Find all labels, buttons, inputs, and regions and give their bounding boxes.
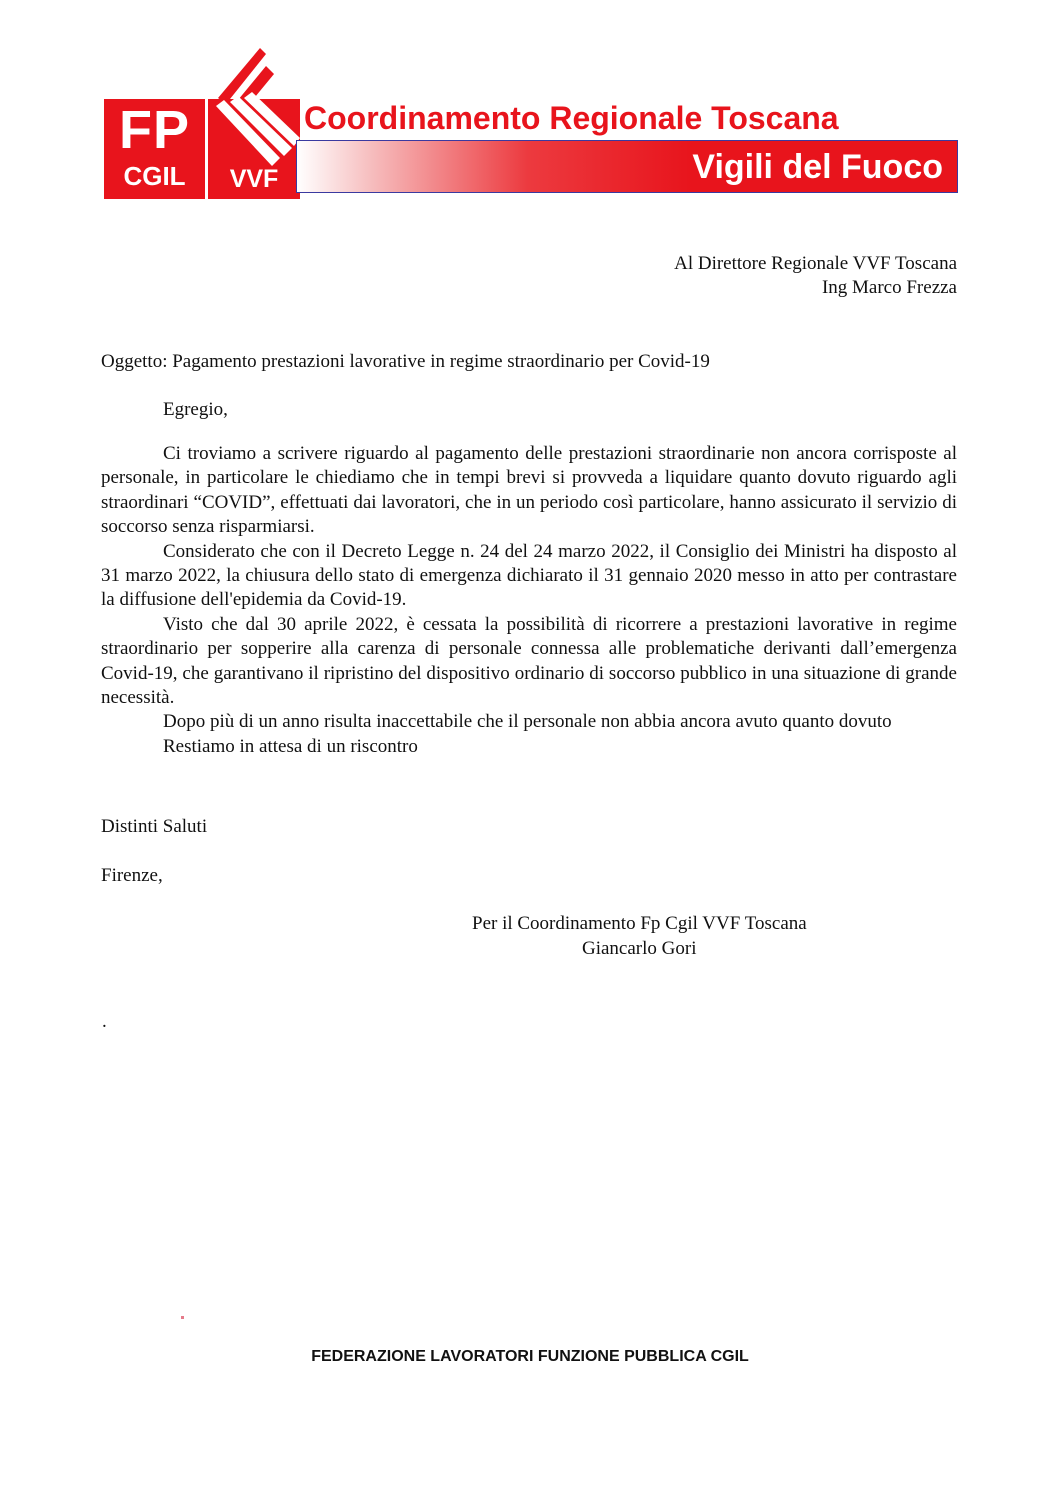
pink-mark	[181, 1316, 184, 1319]
letter-body	[101, 442, 957, 759]
body-paragraph: Visto che dal 30 aprile 2022, è cessata la possibilità di ricorrere a prestazioni lavorative in regime straordinario per sopperire alla carenza di personale connessa alle problematiche derivanti dall’emergenza Covid-19, che garantivano il ripristino del dispositivo ordinario di soccorso pubblico in una situazione di grande necessità.	[101, 613, 957, 709]
logo-fp-text: FP	[118, 100, 190, 160]
body-paragraph: Considerato che con il Decreto Legge n. 24 del 24 marzo 2022, il Consiglio dei Ministri ha disposto al 31 marzo 2022, la chiusura dello stato di emergenza dichiarato il 31 gennaio 2020 messo in atto per contrastare la diffusione dell'epidemia da Covid-19.	[101, 540, 957, 611]
stray-dot: .	[102, 1011, 107, 1032]
logo-cgil-text: CGIL	[123, 161, 186, 191]
letter-greeting: Egregio,	[163, 399, 228, 420]
page-footer: FEDERAZIONE LAVORATORI FUNZIONE PUBBLICA CGIL	[311, 1348, 749, 1365]
letterhead-subtitle: Vigili del Fuoco	[692, 148, 943, 186]
signature-line-2: Giancarlo Gori	[582, 938, 697, 959]
letter-subject: Oggetto: Pagamento prestazioni lavorative in regime straordinario per Covid-19	[101, 351, 710, 372]
letter-closing: Distinti Saluti	[101, 816, 208, 837]
body-paragraph: Ci troviamo a scrivere riguardo al pagamento delle prestazioni straordinarie non ancora corrisposte al personale, in particolare le chiediamo che in tempi brevi si provveda a liquidare quanto dovuto riguardo agli straordinari “COVID”, effettuati dai lavoratori, che in un periodo così particolare, hanno assicurato il servizio di soccorso senza risparmiarsi.	[101, 443, 957, 538]
letterhead-title: Coordinamento Regionale Toscana	[304, 100, 839, 136]
recipient-line-2: Ing Marco Frezza	[821, 277, 957, 298]
letterhead-band	[296, 140, 958, 193]
body-paragraph: Dopo più di un anno risulta inaccettabile che il personale non abbia ancora avuto quanto dovuto	[163, 711, 892, 733]
body-paragraph: Restiamo in attesa di un riscontro	[163, 735, 418, 757]
letter-place: Firenze,	[101, 865, 163, 886]
recipient-line-1: Al Direttore Regionale VVF Toscana	[674, 253, 957, 274]
fp-cgil-logo	[104, 99, 205, 199]
logo-vvf-text: VVF	[229, 165, 279, 193]
signature-line-1: Per il Coordinamento Fp Cgil VVF Toscana	[472, 913, 807, 934]
